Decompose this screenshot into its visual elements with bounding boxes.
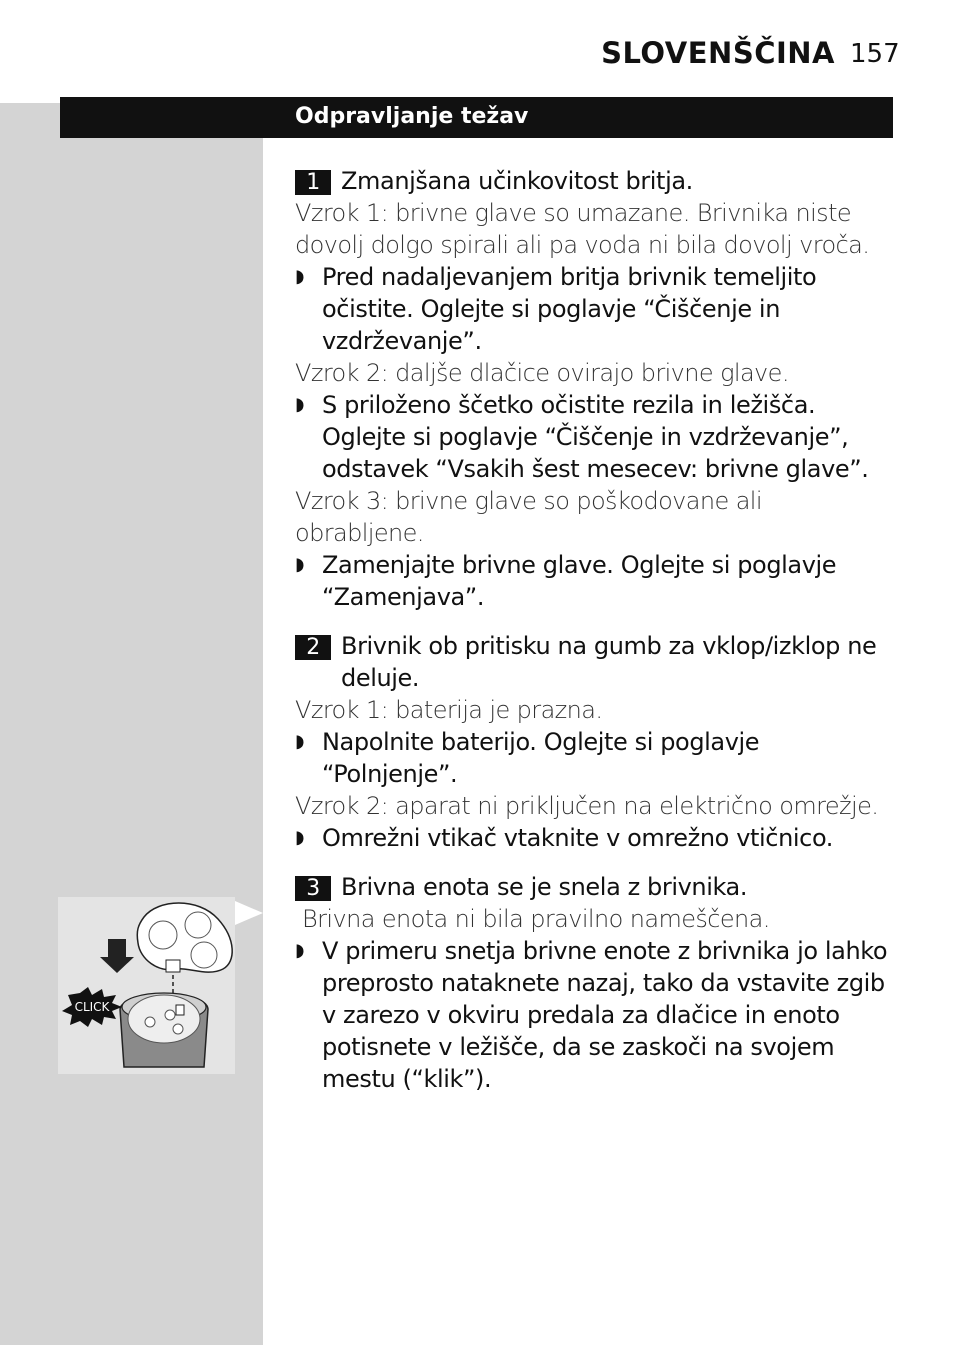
- problem-title: Zmanjšana učinkovitost britja.: [341, 167, 693, 195]
- illustration-pointer: [235, 901, 263, 925]
- down-arrow-icon: [100, 939, 134, 973]
- triangle-bullet-icon: ◗: [295, 731, 305, 752]
- shaver-illustration: [58, 897, 235, 1074]
- solution-text: Napolnite baterijo. Oglejte si poglavje “Polnjenje”.: [322, 728, 760, 788]
- triangle-bullet-icon: ◗: [295, 266, 305, 287]
- cause-text: Brivna enota ni bila pravilno nameščena.: [295, 905, 770, 933]
- problem-heading: [295, 871, 895, 903]
- solution-text: V primeru snetja brivne enote z brivnika jo lahko preprosto nataknete nazaj, tako da vstavite zgib v zarezo v okviru predala za dlačice in enoto potisnete v ležišče, da se zaskoči na svojem mestu (“klik”).: [322, 937, 888, 1093]
- sidebar-gray-margin: [0, 103, 263, 1345]
- cause-text: Vzrok 1: baterija je prazna.: [295, 696, 603, 724]
- problem-number: 3: [295, 876, 331, 901]
- solution-item: [295, 935, 895, 1095]
- problem-3: [295, 871, 895, 1095]
- triangle-bullet-icon: ◗: [295, 940, 305, 961]
- solution-item: [295, 726, 895, 790]
- solution-text: S priloženo ščetko očistite rezila in ležišča. Oglejte si poglavje “Čiščenje in vzdrževanje”, odstavek “Vsakih šest mesecev: brivne glave”.: [322, 391, 869, 483]
- page-number: 157: [850, 39, 900, 69]
- shaver-head-drawing: [58, 897, 235, 1074]
- solution-item: [295, 261, 895, 357]
- problem-heading: [295, 165, 895, 197]
- language-title: SLOVENŠČINA: [601, 36, 835, 70]
- triangle-bullet-icon: ◗: [295, 554, 305, 575]
- problem-1: [295, 165, 895, 613]
- problem-heading: [295, 630, 895, 694]
- solution-text: Zamenjajte brivne glave. Oglejte si poglavje “Zamenjava”.: [322, 551, 837, 611]
- problem-number: 2: [295, 635, 331, 660]
- cause-text: Vzrok 1: brivne glave so umazane. Brivnika niste dovolj dolgo spirali ali pa voda ni bila dovolj vroča.: [295, 199, 870, 259]
- troubleshooting-content: [295, 165, 895, 1095]
- section-title: Odpravljanje težav: [295, 104, 529, 129]
- problem-title: Brivna enota se je snela z brivnika.: [341, 873, 748, 901]
- solution-text: Pred nadaljevanjem britja brivnik temeljito očistite. Oglejte si poglavje “Čiščenje in vzdrževanje”.: [322, 263, 817, 355]
- problem-title: Brivnik ob pritisku na gumb za vklop/izklop ne deluje.: [341, 632, 877, 692]
- solution-item: [295, 549, 895, 613]
- triangle-bullet-icon: ◗: [295, 827, 305, 848]
- cause-text: Vzrok 3: brivne glave so poškodovane ali obrabljene.: [295, 487, 762, 547]
- cause-text: Vzrok 2: daljše dlačice ovirajo brivne glave.: [295, 359, 789, 387]
- solution-text: Omrežni vtikač vtaknite v omrežno vtičnico.: [322, 824, 834, 852]
- problem-2: [295, 630, 895, 854]
- triangle-bullet-icon: ◗: [295, 394, 305, 415]
- solution-item: [295, 389, 895, 485]
- cause-text: Vzrok 2: aparat ni priključen na električno omrežje.: [295, 792, 879, 820]
- solution-item: [295, 822, 895, 854]
- problem-number: 1: [295, 170, 331, 195]
- click-label: CLICK: [74, 1000, 110, 1014]
